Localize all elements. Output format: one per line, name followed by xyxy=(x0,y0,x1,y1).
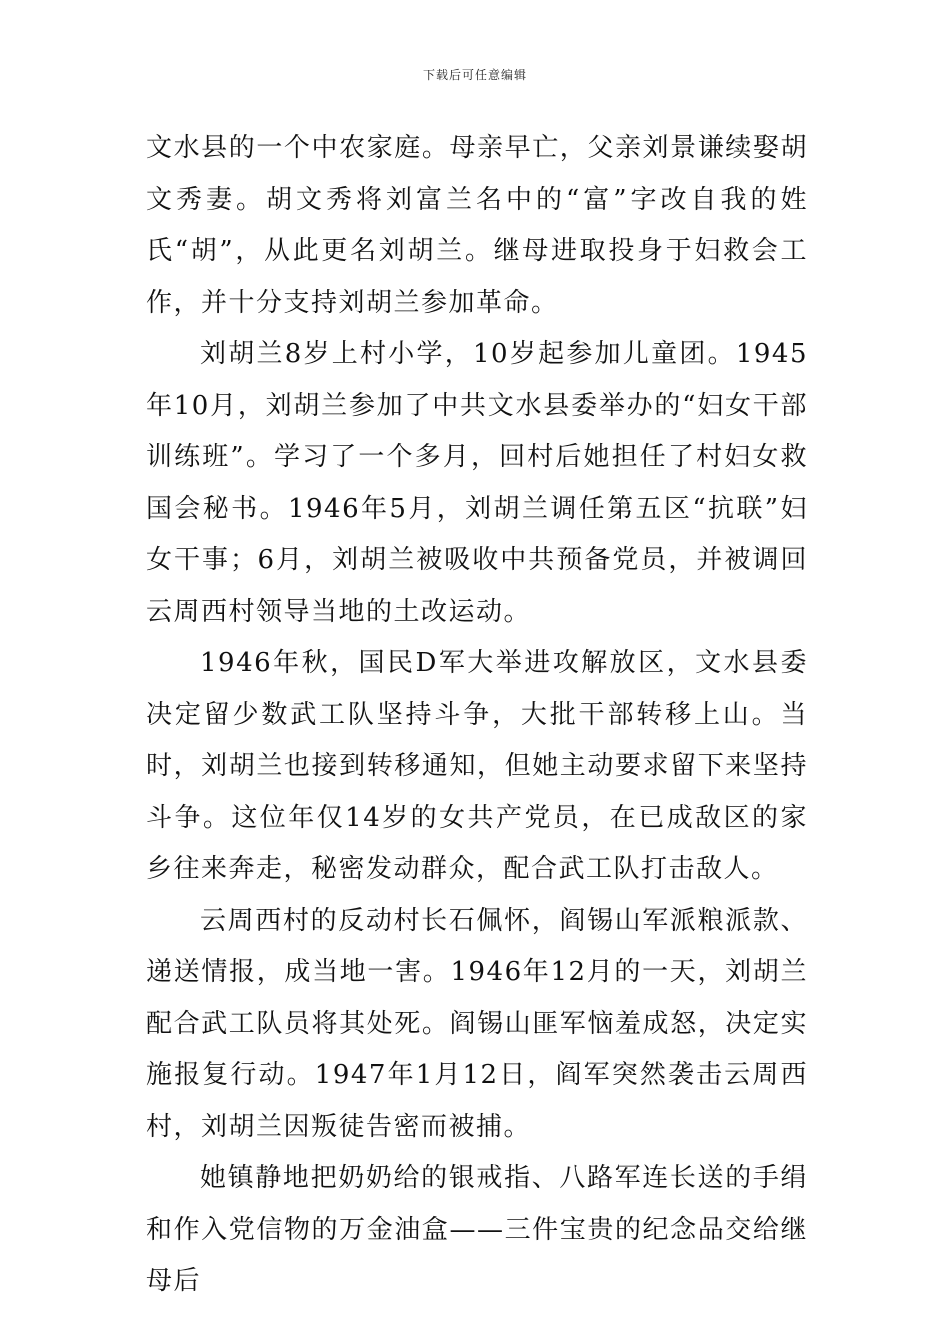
paragraph-keepsakes: 她镇静地把奶奶给的银戒指、八路军连长送的手绢和作入党信物的万金油盒——三件宝贵的纪念品交给继母后 xyxy=(146,1163,808,1296)
paragraph-stay-and-struggle: 1946年秋，国民D军大举进攻解放区，文水县委决定留少数武工队坚持斗争，大批干部转移上山。当时，刘胡兰也接到转移通知，但她主动要求留下来坚持斗争。这位年仅14岁的女共产党员，在已成敌区的家乡往来奔走，秘密发动群众，配合武工队打击敌人。 xyxy=(146,648,808,884)
header-note: 下载后可任意编辑 xyxy=(422,68,527,82)
paragraph-capture: 云周西村的反动村长石佩怀，阎锡山军派粮派款、递送情报，成当地一害。1946年12月的一天，刘胡兰配合武工队员将其处死。阎锡山匪军恼羞成怒，决定实施报复行动。1947年1月12日，阎军突然袭击云周西村，刘胡兰因叛徒告密而被捕。 xyxy=(146,905,808,1142)
paragraph-early-revolution: 刘胡兰8岁上村小学，10岁起参加儿童团。1945年10月，刘胡兰参加了中共文水县委举办的“妇女干部训练班”。学习了一个多月，回村后她担任了村妇女救国会秘书。1946年5月，刘胡兰调任第五区“抗联”妇女干事；6月，刘胡兰被吸收中共预备党员，并被调回云周西村领导当地的土改运动。 xyxy=(146,339,808,627)
document-body xyxy=(146,123,808,1308)
paragraph-family-background: 文水县的一个中农家庭。母亲早亡，父亲刘景谦续娶胡文秀妻。胡文秀将刘富兰名中的“富”字改自我的姓氏“胡”，从此更名刘胡兰。继母进取投身于妇救会工作，并十分支持刘胡兰参加革命。 xyxy=(146,133,808,318)
